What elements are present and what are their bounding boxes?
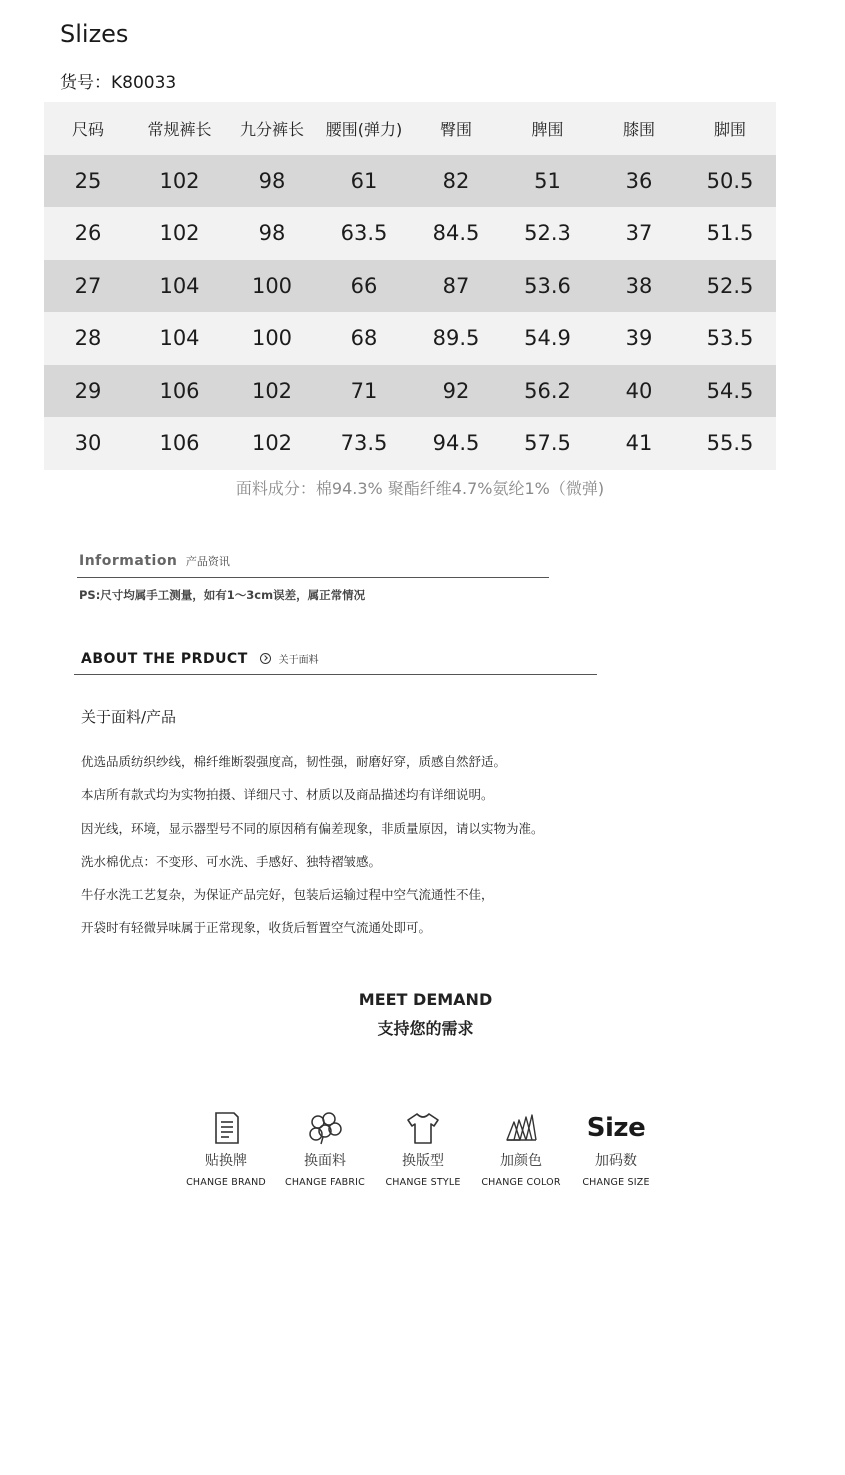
table-cell: 94.5 <box>411 417 501 470</box>
table-cell: 25 <box>44 155 132 208</box>
table-row <box>44 260 776 313</box>
table-cell: 36 <box>594 155 684 208</box>
description-line: 牛仔水洗工艺复杂，为保证产品完好，包装后运输过程中空气流通性不佳， <box>81 887 494 903</box>
table-cell: 92 <box>411 365 501 418</box>
size-table-header <box>44 102 776 155</box>
tshirt-icon <box>374 1108 472 1148</box>
service-change-color <box>472 1108 570 1188</box>
table-cell: 54.9 <box>501 312 594 365</box>
circle-arrow-icon <box>260 653 271 664</box>
table-cell: 102 <box>227 417 317 470</box>
information-heading-cn: 产品资讯 <box>185 555 230 568</box>
table-cell: 106 <box>132 365 227 418</box>
table-cell: 51.5 <box>684 207 776 260</box>
page-title: Slizes <box>60 20 129 48</box>
table-cell: 55.5 <box>684 417 776 470</box>
about-heading <box>81 651 319 667</box>
swatch-icon <box>472 1108 570 1148</box>
table-cell: 98 <box>227 207 317 260</box>
table-cell: 89.5 <box>411 312 501 365</box>
table-row <box>44 312 776 365</box>
table-cell: 102 <box>132 155 227 208</box>
header-thigh: 脾围 <box>501 102 594 155</box>
service-label-cn: 换面料 <box>304 1153 346 1169</box>
table-cell: 100 <box>227 312 317 365</box>
table-cell: 106 <box>132 417 227 470</box>
size-text-icon <box>567 1108 665 1148</box>
table-cell: 50.5 <box>684 155 776 208</box>
table-cell: 104 <box>132 260 227 313</box>
product-sku: 货号：K80033 <box>60 73 177 93</box>
table-cell: 53.6 <box>501 260 594 313</box>
table-cell: 82 <box>411 155 501 208</box>
service-change-style <box>374 1108 472 1188</box>
header-hem: 脚围 <box>684 102 776 155</box>
table-cell: 37 <box>594 207 684 260</box>
table-row <box>44 155 776 208</box>
table-cell: 87 <box>411 260 501 313</box>
information-divider <box>77 577 549 578</box>
table-cell: 30 <box>44 417 132 470</box>
tag-icon <box>177 1108 275 1148</box>
table-cell: 98 <box>227 155 317 208</box>
header-knee: 膝围 <box>594 102 684 155</box>
table-row <box>44 365 776 418</box>
table-cell: 51 <box>501 155 594 208</box>
table-cell: 38 <box>594 260 684 313</box>
table-cell: 26 <box>44 207 132 260</box>
table-cell: 102 <box>132 207 227 260</box>
table-cell: 102 <box>227 365 317 418</box>
table-cell: 28 <box>44 312 132 365</box>
table-cell: 39 <box>594 312 684 365</box>
table-cell: 104 <box>132 312 227 365</box>
service-change-size <box>567 1108 665 1188</box>
service-label-cn: 贴换牌 <box>205 1153 247 1169</box>
service-label-cn: 换版型 <box>402 1153 444 1169</box>
table-cell: 63.5 <box>317 207 411 260</box>
information-heading-en: Information <box>79 553 178 569</box>
table-cell: 57.5 <box>501 417 594 470</box>
about-subtitle: 关于面料/产品 <box>81 708 177 726</box>
service-change-brand <box>177 1108 275 1188</box>
table-cell: 27 <box>44 260 132 313</box>
measurement-note: PS:尺寸均属手工测量，如有1～3cm误差，属正常情况 <box>79 588 366 602</box>
table-cell: 52.5 <box>684 260 776 313</box>
header-size: 尺码 <box>44 102 132 155</box>
table-cell: 84.5 <box>411 207 501 260</box>
service-change-fabric <box>276 1108 374 1188</box>
fabric-composition: 面料成分：棉94.3% 聚酯纤维4.7%氨纶1%（微弹) <box>235 479 605 498</box>
table-cell: 41 <box>594 417 684 470</box>
table-cell: 52.3 <box>501 207 594 260</box>
table-cell: 29 <box>44 365 132 418</box>
header-hip: 臀围 <box>411 102 501 155</box>
service-label-cn: 加颜色 <box>500 1153 542 1169</box>
cotton-icon <box>276 1108 374 1148</box>
table-cell: 73.5 <box>317 417 411 470</box>
header-regular-length: 常规裤长 <box>132 102 227 155</box>
about-heading-cn: 关于面料 <box>278 655 319 666</box>
description-line: 洗水棉优点：不变形、可水洗、手感好、独特褶皱感。 <box>81 853 382 869</box>
table-cell: 71 <box>317 365 411 418</box>
table-row <box>44 417 776 470</box>
service-label-en: CHANGE BRAND <box>186 1177 266 1188</box>
about-heading-en: ABOUT THE PRDUCT <box>81 651 248 667</box>
table-cell: 56.2 <box>501 365 594 418</box>
table-cell: 100 <box>227 260 317 313</box>
service-label-en: CHANGE COLOR <box>481 1177 561 1188</box>
header-waist: 腰围(弹力) <box>317 102 411 155</box>
header-cropped-length: 九分裤长 <box>227 102 317 155</box>
table-row <box>44 207 776 260</box>
about-divider <box>74 674 597 675</box>
table-cell: 66 <box>317 260 411 313</box>
table-cell: 53.5 <box>684 312 776 365</box>
service-label-en: CHANGE SIZE <box>582 1177 650 1188</box>
size-word: Size <box>586 1113 646 1143</box>
service-label-en: CHANGE FABRIC <box>284 1177 365 1188</box>
service-label-cn: 加码数 <box>595 1153 637 1169</box>
size-table <box>44 102 776 470</box>
description-line: 开袋时有轻微异味属于正常现象，收货后暂置空气流通处即可。 <box>81 920 432 936</box>
table-cell: 61 <box>317 155 411 208</box>
description-line: 因光线，环境，显示器型号不同的原因稍有偏差现象，非质量原因，请以实物为准。 <box>81 820 544 836</box>
service-label-en: CHANGE STYLE <box>385 1177 461 1188</box>
information-heading <box>79 553 230 569</box>
about-description <box>81 752 544 952</box>
meet-demand-subtitle: 支持您的需求 <box>377 1019 474 1038</box>
description-line: 优选品质纺织纱线，棉纤维断裂强度高，韧性强，耐磨好穿，质感自然舒适。 <box>81 754 507 769</box>
description-line: 本店所有款式均为实物拍摄、详细尺寸、材质以及商品描述均有详细说明。 <box>81 787 494 803</box>
table-cell: 68 <box>317 312 411 365</box>
table-cell: 40 <box>594 365 684 418</box>
table-cell: 54.5 <box>684 365 776 418</box>
meet-demand-title: MEET DEMAND <box>358 990 493 1009</box>
